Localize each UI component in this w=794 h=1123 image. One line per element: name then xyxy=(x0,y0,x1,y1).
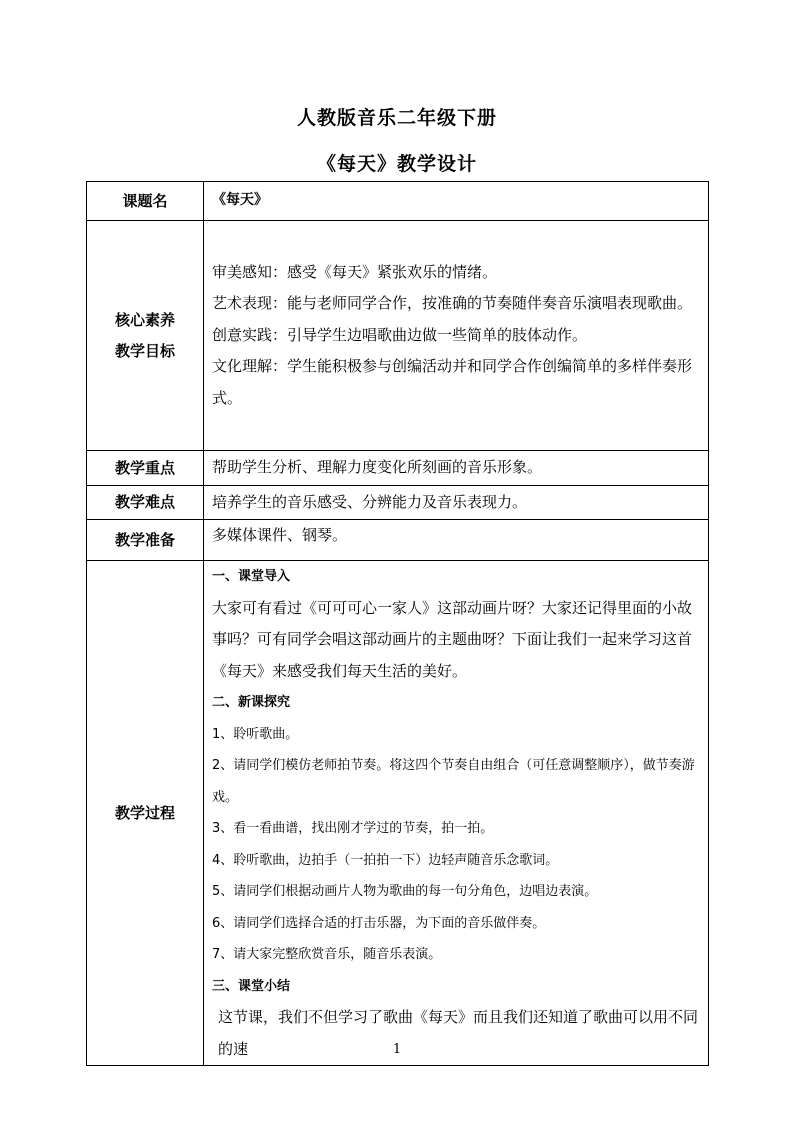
step-item: 4、聆听歌曲，边拍手（一拍拍一下）边轻声随音乐念歌词。 xyxy=(212,852,559,868)
table-row-process xyxy=(87,561,709,1066)
step-item: 3、看一看曲谱，找出刚才学过的节奏，拍一拍。 xyxy=(212,821,494,836)
label-topic: 课题名 xyxy=(87,182,204,221)
table-row-preparation xyxy=(87,520,709,561)
intro-text: 大家可有看过《可可可心一家人》这部动画片呀？大家还记得里面的小故事吗？可有同学会唱这部动画片的主题曲呀？下面让我们一起来学习这首《每天》来感受我们每天生活的美好。 xyxy=(212,598,693,680)
key-points-value: 帮助学生分析、理解力度变化所刻画的音乐形象。 xyxy=(204,451,709,486)
step-item: 2、请同学们模仿老师拍节奏。将这四个节奏自由组合（可任意调整顺序），做节奏游戏。 xyxy=(212,758,695,805)
step-item: 6、请同学们选择合适的打击乐器，为下面的音乐做伴奏。 xyxy=(212,915,546,931)
label-preparation: 教学准备 xyxy=(87,520,204,561)
topic-value: 《每天》 xyxy=(204,182,709,221)
label-goals xyxy=(87,221,204,451)
label-difficulties: 教学难点 xyxy=(87,486,204,520)
table-row-key-points xyxy=(87,451,709,486)
goals-content xyxy=(204,221,709,451)
label-key-points: 教学重点 xyxy=(87,451,204,486)
goal-creative: 创意实践：引导学生边唱歌曲边做一些简单的肢体动作。 xyxy=(212,325,588,344)
label-goals-line1: 核心素养 xyxy=(114,310,175,329)
section-heading-summary: 三、课堂小结 xyxy=(212,978,291,994)
table-row-topic xyxy=(87,182,709,221)
goal-aesthetic: 审美感知：感受《每天》紧张欢乐的情绪。 xyxy=(212,262,498,281)
label-process: 教学过程 xyxy=(87,561,204,1066)
table-row-difficulties xyxy=(87,486,709,520)
table-row-goals xyxy=(87,221,709,451)
lesson-plan-table xyxy=(86,181,709,1066)
step-item: 7、请大家完整欣赏音乐，随音乐表演。 xyxy=(212,947,442,962)
page-number: 1 xyxy=(392,1042,402,1057)
document-subtitle: 《每天》教学设计 xyxy=(316,153,477,175)
label-goals-line2: 教学目标 xyxy=(114,341,175,360)
document-title: 人教版音乐二年级下册 xyxy=(296,107,497,129)
section-heading-explore: 二、新课探究 xyxy=(212,695,291,710)
goal-expression: 艺术表现：能与老师同学合作，按准确的节奏随伴奏音乐演唱表现歌曲。 xyxy=(212,294,693,313)
goal-culture: 文化理解：学生能积极参与创编活动并和同学合作创编简单的多样伴奏形式。 xyxy=(212,357,693,407)
summary-text: 这节课，我们不但学习了歌曲《每天》而且我们还知道了歌曲可以用不同的速 xyxy=(218,1008,699,1058)
step-item: 5、请同学们根据动画片人物为歌曲的每一句分角色，边唱边表演。 xyxy=(212,884,598,899)
step-item: 1、聆听歌曲。 xyxy=(212,726,299,742)
preparation-value: 多媒体课件、钢琴。 xyxy=(204,520,709,561)
difficulties-value: 培养学生的音乐感受、分辨能力及音乐表现力。 xyxy=(204,486,709,520)
section-heading-intro: 一、课堂导入 xyxy=(212,569,291,584)
process-content xyxy=(204,561,709,1066)
